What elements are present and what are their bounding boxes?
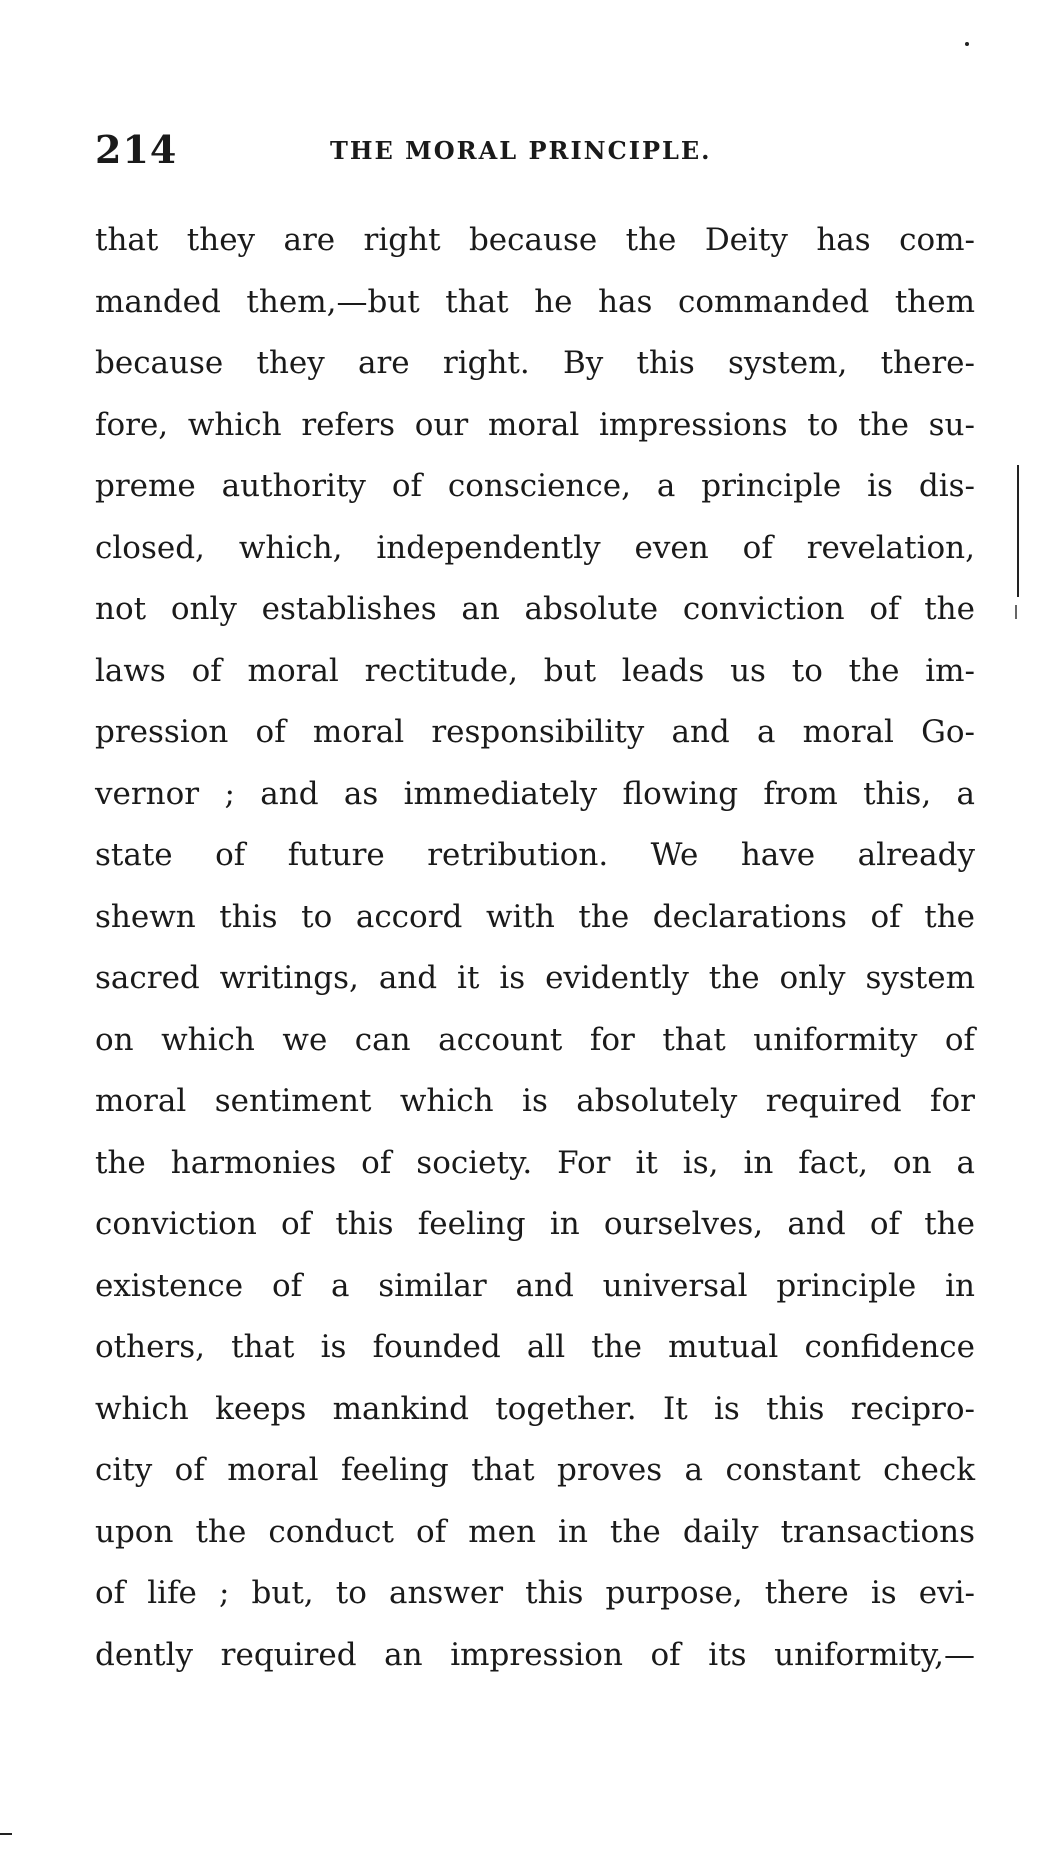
- text-line: manded them,—but that he has commanded them: [95, 283, 975, 320]
- text-line: shewn this to accord with the declarations of the: [95, 898, 975, 935]
- text-line: dently required an impression of its uniformity,—: [95, 1636, 975, 1673]
- text-line: laws of moral rectitude, but leads us to the im-: [95, 652, 975, 689]
- text-line: conviction of this feeling in ourselves, and of the: [95, 1206, 975, 1242]
- margin-rule: [1017, 465, 1019, 597]
- text-line: because they are right. By this system, there-: [95, 345, 975, 381]
- text-line: on which we can account for that uniformity of: [95, 1021, 975, 1058]
- text-line: state of future retribution. We have already: [95, 837, 975, 873]
- running-head: THE MORAL PRINCIPLE.: [330, 136, 712, 165]
- page-header: [95, 125, 975, 175]
- text-line: fore, which refers our moral impressions to the su-: [95, 406, 975, 443]
- text-line: city of moral feeling that proves a constant check: [95, 1452, 975, 1488]
- ink-speck: [965, 42, 969, 46]
- text-line: moral sentiment which is absolutely required for: [95, 1083, 975, 1119]
- text-line: closed, which, independently even of revelation,: [95, 529, 975, 566]
- text-line: of life ; but, to answer this purpose, there is evi-: [95, 1575, 975, 1611]
- text-line: which keeps mankind together. It is this recipro-: [95, 1390, 975, 1427]
- body-text: [95, 210, 975, 1686]
- text-line: sacred writings, and it is evidently the only system: [95, 960, 975, 996]
- text-line: the harmonies of society. For it is, in fact, on a: [95, 1144, 975, 1181]
- text-line: existence of a similar and universal principle in: [95, 1267, 975, 1304]
- text-line: vernor ; and as immediately flowing from this, a: [95, 775, 975, 812]
- text-line: that they are right because the Deity has com-: [95, 222, 975, 258]
- text-line: not only establishes an absolute conviction of the: [95, 591, 975, 627]
- text-line: pression of moral responsibility and a moral Go-: [95, 714, 975, 750]
- margin-rule-fragment: [1015, 605, 1017, 619]
- text-line: preme authority of conscience, a principle is dis-: [95, 468, 975, 504]
- text-line: others, that is founded all the mutual confidence: [95, 1329, 975, 1365]
- text-line: upon the conduct of men in the daily transactions: [95, 1513, 975, 1550]
- page-number: 214: [95, 127, 178, 172]
- edge-mark: [0, 1833, 12, 1835]
